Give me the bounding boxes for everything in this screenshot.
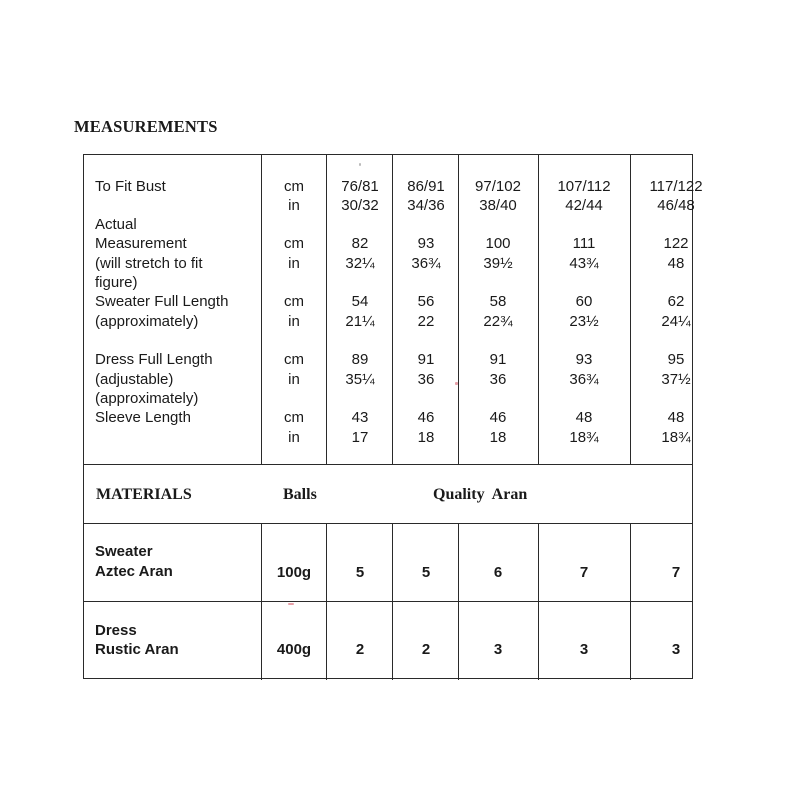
unit-in: in [288, 429, 300, 446]
ball-count: 6 [493, 564, 503, 581]
value-cell: 36¾ [569, 371, 599, 388]
value-cell: 22¾ [483, 313, 513, 330]
measurement-label: To Fit Bust [95, 178, 166, 195]
measurement-label: Actual [95, 216, 137, 233]
scan-speck [455, 382, 458, 385]
value-cell: 48 [667, 409, 685, 426]
value-cell: 23½ [569, 313, 599, 330]
value-cell: 18 [417, 429, 435, 446]
column-divider [261, 155, 262, 464]
value-cell: 42/44 [565, 197, 603, 214]
material-name: Sweater [95, 543, 153, 560]
measurement-label: Measurement [95, 235, 187, 252]
column-divider [326, 523, 327, 680]
value-cell: 95 [667, 351, 685, 368]
row-divider [84, 523, 692, 524]
measurement-label: figure) [95, 274, 138, 291]
value-cell: 91 [489, 351, 507, 368]
ball-weight: 400g [276, 641, 312, 658]
measurement-label: (adjustable) [95, 371, 174, 388]
measurement-label: (approximately) [95, 313, 199, 330]
value-cell: 18¾ [661, 429, 691, 446]
row-divider [84, 464, 692, 465]
ball-count: 3 [493, 641, 503, 658]
ball-count: 7 [671, 564, 681, 581]
value-cell: 76/81 [341, 178, 379, 195]
measurement-label: Dress Full Length [95, 351, 213, 368]
unit-cm: cm [284, 409, 304, 426]
value-cell: 24¼ [661, 313, 691, 330]
value-cell: 122 [663, 235, 689, 252]
measurement-label: Sweater Full Length [95, 293, 229, 310]
value-cell: 111 [572, 235, 596, 252]
value-cell: 35¼ [345, 371, 375, 388]
row-divider [84, 601, 692, 602]
value-cell: 34/36 [407, 197, 445, 214]
scan-speck [288, 603, 294, 605]
column-divider [392, 155, 393, 464]
value-cell: 36¾ [411, 255, 441, 272]
ball-count: 3 [671, 641, 681, 658]
scan-speck [359, 163, 361, 166]
value-cell: 48 [667, 255, 685, 272]
value-cell: 18 [489, 429, 507, 446]
value-cell: 100 [485, 235, 511, 252]
value-cell: 43¾ [569, 255, 599, 272]
value-cell: 56 [417, 293, 435, 310]
measurement-label: Sleeve Length [95, 409, 191, 426]
value-cell: 39½ [483, 255, 513, 272]
value-cell: 93 [417, 235, 435, 252]
value-cell: 21¼ [345, 313, 375, 330]
value-cell: 86/91 [407, 178, 445, 195]
value-cell: 82 [351, 235, 369, 252]
unit-cm: cm [284, 351, 304, 368]
ball-count: 2 [355, 641, 365, 658]
value-cell: 97/102 [475, 178, 521, 195]
value-cell: 54 [351, 293, 369, 310]
column-divider [630, 155, 631, 464]
column-divider [538, 523, 539, 680]
unit-cm: cm [284, 293, 304, 310]
materials-heading: MATERIALS [96, 486, 192, 503]
value-cell: 93 [575, 351, 593, 368]
value-cell: 48 [575, 409, 593, 426]
measurements-table [83, 154, 703, 679]
value-cell: 107/112 [557, 178, 611, 195]
material-name: Aztec Aran [95, 563, 173, 580]
ball-weight: 100g [276, 564, 312, 581]
ball-count: 5 [421, 564, 431, 581]
column-divider [458, 155, 459, 464]
value-cell: 32¼ [345, 255, 375, 272]
value-cell: 117/122 [649, 178, 703, 195]
value-cell: 38/40 [479, 197, 517, 214]
value-cell: 46/48 [657, 197, 695, 214]
value-cell: 36 [489, 371, 507, 388]
column-divider [261, 523, 262, 680]
measurement-label: (will stretch to fit [95, 255, 203, 272]
value-cell: 46 [417, 409, 435, 426]
unit-cm: cm [284, 235, 304, 252]
unit-in: in [288, 371, 300, 388]
value-cell: 46 [489, 409, 507, 426]
value-cell: 17 [351, 429, 369, 446]
column-divider [630, 523, 631, 680]
quality-label: Quality Aran [433, 486, 528, 503]
unit-in: in [288, 255, 300, 272]
unit-cm: cm [284, 178, 304, 195]
column-divider [326, 155, 327, 464]
page-title: MEASUREMENTS [74, 117, 218, 136]
value-cell: 43 [351, 409, 369, 426]
value-cell: 22 [417, 313, 435, 330]
column-divider [538, 155, 539, 464]
value-cell: 30/32 [341, 197, 379, 214]
value-cell: 62 [667, 293, 685, 310]
ball-count: 2 [421, 641, 431, 658]
unit-in: in [288, 313, 300, 330]
value-cell: 58 [489, 293, 507, 310]
column-divider [392, 523, 393, 680]
value-cell: 60 [575, 293, 593, 310]
material-name: Dress [95, 622, 137, 639]
value-cell: 36 [417, 371, 435, 388]
unit-in: in [288, 197, 300, 214]
balls-label: Balls [283, 486, 317, 503]
ball-count: 7 [579, 564, 589, 581]
value-cell: 18¾ [569, 429, 599, 446]
ball-count: 5 [355, 564, 365, 581]
ball-count: 3 [579, 641, 589, 658]
value-cell: 91 [417, 351, 435, 368]
value-cell: 89 [351, 351, 369, 368]
value-cell: 37½ [661, 371, 691, 388]
column-divider [458, 523, 459, 680]
measurement-label: (approximately) [95, 390, 199, 407]
material-name: Rustic Aran [95, 641, 179, 658]
